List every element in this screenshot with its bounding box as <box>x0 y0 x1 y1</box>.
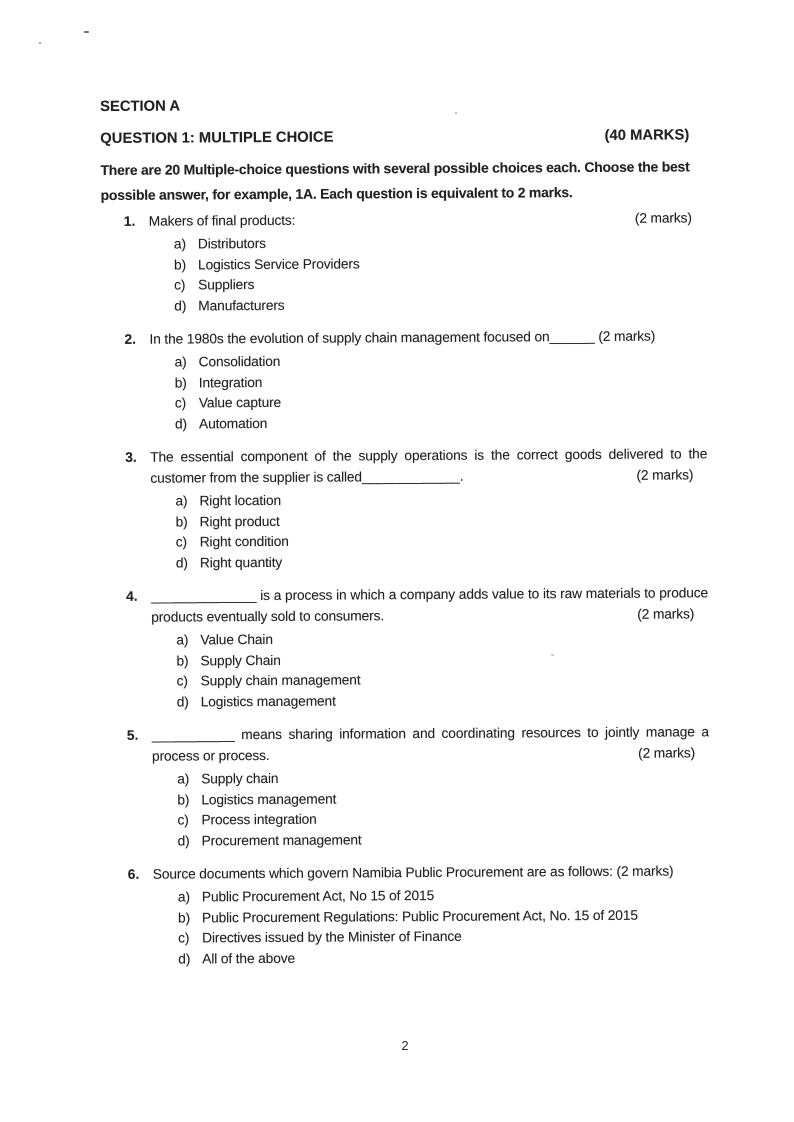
instructions-line: possible answer, for example, 1A. Each question is equivalent to 2 marks. <box>100 184 573 203</box>
question-body <box>153 860 711 969</box>
option-text: Supply Chain <box>200 652 281 668</box>
question-row <box>125 443 708 574</box>
question-text: process or process. <box>151 747 270 764</box>
option-letter: b) <box>176 652 189 669</box>
option-text: Logistics Service Providers <box>197 255 360 272</box>
option-letter: a) <box>174 354 187 370</box>
scan-speck <box>39 42 41 44</box>
option-letter: c) <box>176 673 188 689</box>
question-item <box>125 443 708 574</box>
option-text: Manufacturers <box>198 297 285 313</box>
option-text: Right location <box>199 492 282 509</box>
question-line <box>150 464 707 488</box>
option-text: Value capture <box>198 394 282 411</box>
option-text: Supply chain <box>201 770 279 787</box>
question-text: customer from the supplier is called_____________. <box>150 468 464 486</box>
question-body <box>150 443 708 573</box>
option-item <box>174 293 706 317</box>
option-item <box>177 689 709 713</box>
question-text: Makers of final products: <box>148 212 296 229</box>
question-body <box>152 721 710 851</box>
option-text: Right product <box>199 513 280 529</box>
option-letter: b) <box>173 256 187 273</box>
question-line <box>152 742 709 766</box>
option-letter: c) <box>174 395 187 411</box>
option-text: Public Procurement Act, No 15 of 2015 <box>201 887 435 905</box>
question-row <box>127 721 710 852</box>
options-list <box>176 627 708 712</box>
question-marks: (2 marks) <box>598 328 656 344</box>
question-row <box>126 582 709 713</box>
question-marks: (2 marks) <box>637 606 695 622</box>
option-text: Consolidation <box>198 353 281 370</box>
question-number: 6. <box>127 866 140 882</box>
option-letter: d) <box>174 297 187 314</box>
options-list <box>178 884 710 969</box>
question-body <box>149 207 707 316</box>
option-text: Public Procurement Regulations: Public Procurement Act, No. 15 of 2015 <box>201 907 638 925</box>
question-marks: (2 marks) <box>636 467 694 483</box>
option-item <box>176 550 708 574</box>
scan-speck <box>84 31 89 33</box>
option-letter: d) <box>175 554 188 571</box>
header-marks: (40 MARKS) <box>604 127 690 144</box>
question-number: 2. <box>124 331 137 347</box>
option-text: Supply chain management <box>200 672 361 689</box>
question-number: 1. <box>123 213 136 229</box>
question-header-title: QUESTION 1: MULTIPLE CHOICE <box>100 129 334 147</box>
option-text: Automation <box>198 415 268 431</box>
question-row <box>128 860 711 970</box>
question-item <box>126 582 709 713</box>
question-number: 5. <box>126 727 139 743</box>
option-text: Logistics management <box>201 791 337 807</box>
question-line <box>153 860 710 884</box>
option-text: Suppliers <box>198 277 255 293</box>
options-list <box>175 349 707 434</box>
question-line <box>151 603 708 627</box>
question-marks: (2 marks) <box>616 863 674 879</box>
question-text: The essential component of the supply operations is the correct goods delivered to the <box>150 446 708 465</box>
option-letter: c) <box>174 277 186 293</box>
question-body <box>151 582 709 712</box>
options-list <box>175 488 707 573</box>
option-text: Procurement management <box>201 831 362 848</box>
question-text: ___________ means sharing information and coordinating resources to jointly manage a <box>151 724 709 743</box>
option-text: Right condition <box>199 533 289 550</box>
option-text: Logistics management <box>200 693 336 709</box>
option-letter: a) <box>176 632 189 648</box>
option-text: Process integration <box>201 811 317 828</box>
option-letter: b) <box>177 791 190 808</box>
option-letter: b) <box>177 909 191 926</box>
question-line <box>149 325 706 349</box>
option-letter: c) <box>178 930 190 946</box>
question-item <box>124 325 707 435</box>
questions-list <box>101 207 711 970</box>
option-letter: d) <box>174 415 188 432</box>
question-row <box>124 325 707 435</box>
question-number: 3. <box>125 449 137 465</box>
question-item <box>127 721 710 852</box>
option-letter: a) <box>177 889 190 905</box>
option-text: Integration <box>198 374 263 390</box>
page-content <box>100 93 710 982</box>
option-text: All of the above <box>202 950 296 966</box>
question-line <box>149 207 706 231</box>
instructions-line: There are 20 Multiple-choice questions with several possible choices each. Choose the best <box>100 158 690 178</box>
question-row <box>124 207 707 317</box>
option-letter: c) <box>175 534 187 550</box>
options-list <box>174 231 706 316</box>
option-text: Directives issued by the Minister of Finance <box>202 928 462 946</box>
option-item <box>178 946 710 970</box>
option-item <box>177 828 709 852</box>
option-letter: a) <box>177 771 190 787</box>
option-item <box>175 411 707 435</box>
question-marks: (2 marks) <box>638 745 696 761</box>
option-letter: b) <box>175 513 188 530</box>
options-list <box>177 766 709 851</box>
question-body <box>149 325 707 434</box>
question-marks: (2 marks) <box>634 210 692 226</box>
section-title: SECTION A <box>100 98 181 115</box>
question-text: products eventually sold to consumers. <box>151 608 385 625</box>
question-item <box>128 860 711 970</box>
question-number: 4. <box>126 588 138 604</box>
question-text: ______________ is a process in which a company adds value to its raw materials to produce <box>151 585 709 604</box>
option-letter: c) <box>177 812 189 828</box>
option-letter: b) <box>174 374 187 391</box>
question-header-row <box>100 125 705 150</box>
instructions <box>100 154 705 208</box>
page-number: 2 <box>401 1038 409 1053</box>
option-text: Distributors <box>197 235 266 252</box>
option-letter: d) <box>176 693 189 710</box>
question-item <box>124 207 707 317</box>
option-text: Right quantity <box>199 554 283 570</box>
option-letter: a) <box>173 236 186 252</box>
question-text: Source documents which govern Namibia Public Procurement are as follows: <box>152 863 613 882</box>
option-letter: a) <box>175 493 188 509</box>
question-text: In the 1980s the evolution of supply chain management focused on______ <box>149 328 595 347</box>
option-letter: d) <box>178 950 191 967</box>
option-text: Value Chain <box>200 631 273 648</box>
option-letter: d) <box>177 832 190 849</box>
